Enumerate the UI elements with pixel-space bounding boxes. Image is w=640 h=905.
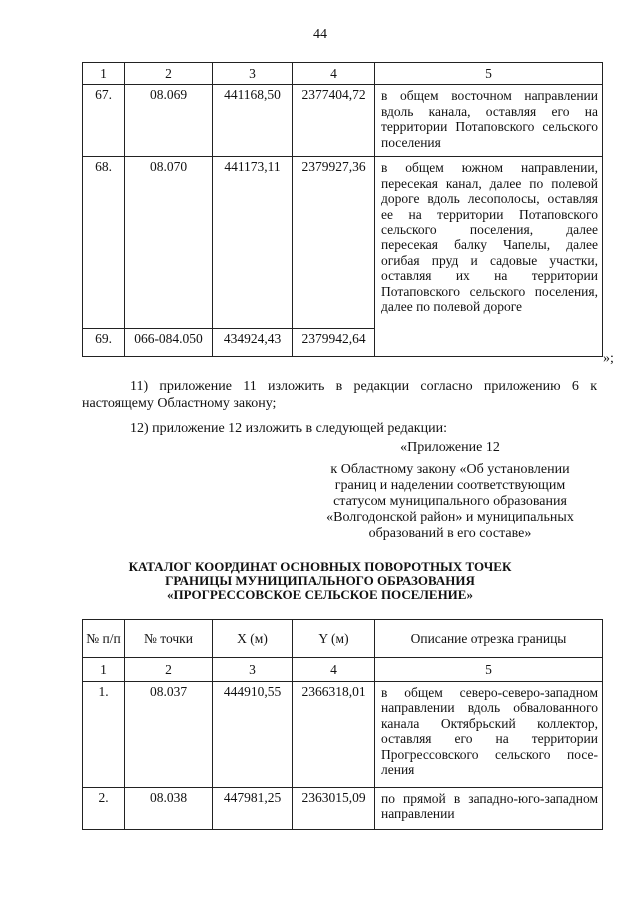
col-index-1: 1 xyxy=(83,658,125,682)
y-coordinate: 2366318,01 xyxy=(293,682,375,788)
row-number: 68. xyxy=(83,157,125,329)
header-description: Описание отрезка границы xyxy=(375,620,603,658)
catalog-title-line: ГРАНИЦЫ МУНИЦИПАЛЬНОГО ОБРАЗОВАНИЯ xyxy=(165,573,475,588)
col-index-4: 4 xyxy=(293,658,375,682)
y-coordinate: 2379942,64 xyxy=(293,329,375,357)
col-index-1: 1 xyxy=(83,63,125,85)
col-index-4: 4 xyxy=(293,63,375,85)
catalog-title-line: «ПРОГРЕССОВСКОЕ СЕЛЬСКОЕ ПОСЕЛЕНИЕ» xyxy=(167,587,473,602)
paragraph-12 xyxy=(130,420,600,437)
table-row xyxy=(83,682,603,788)
point-number: 066-084.050 xyxy=(125,329,213,357)
row-number: 2. xyxy=(83,788,125,830)
table-row xyxy=(83,788,603,830)
point-number: 08.038 xyxy=(125,788,213,830)
header-point-number: № точки xyxy=(125,620,213,658)
point-number: 08.037 xyxy=(125,682,213,788)
paragraph-11-text: 11) приложение 11 изложить в редакции согласно приложению 6 к настоящему Областному закону; xyxy=(82,379,597,411)
header-x: X (м) xyxy=(213,620,293,658)
annex-title: «Приложение 12 xyxy=(400,440,500,455)
x-coordinate: 444910,55 xyxy=(213,682,293,788)
header-row-number: № п/п xyxy=(83,620,125,658)
table-index-row xyxy=(83,658,603,682)
y-coordinate: 2379927,36 xyxy=(293,157,375,329)
y-coordinate: 2377404,72 xyxy=(293,85,375,157)
table-row xyxy=(83,157,603,329)
closing-quote: »; xyxy=(603,351,614,366)
paragraph-12-text: 12) приложение 12 изложить в следующей редакции: xyxy=(130,421,447,436)
coordinates-table-continuation xyxy=(82,62,603,357)
col-index-3: 3 xyxy=(213,658,293,682)
row-number: 67. xyxy=(83,85,125,157)
segment-description: в общем восточном направлении вдоль канала, оставляя его на территории Потаповского сельского поселения xyxy=(375,85,603,157)
y-coordinate: 2363015,09 xyxy=(293,788,375,830)
col-index-2: 2 xyxy=(125,63,213,85)
segment-description: в общем южном направлении, пересекая канал, далее по полевой дороге вдоль лесополосы, оставляя ее на территории Потаповского сельского поселения, далее пересекая балку Чапелы, далее огибая пруд и садовые участки, оставляя их на территории Потаповского сельского поселения, далее по полевой дороге xyxy=(375,157,603,357)
col-index-5: 5 xyxy=(375,658,603,682)
segment-description: в общем северо-северо-западном направлении вдоль обвалованного канала Октябрьский коллектор, оставляя его на территории Прогрессовского сельского поселения xyxy=(375,682,603,788)
col-index-2: 2 xyxy=(125,658,213,682)
annex-line: границ и наделении соответствующим xyxy=(334,478,566,493)
annex-line: «Волгодонской район» и муниципальных xyxy=(326,510,574,525)
row-number: 69. xyxy=(83,329,125,357)
col-index-3: 3 xyxy=(213,63,293,85)
col-index-5: 5 xyxy=(375,63,603,85)
table-row xyxy=(83,85,603,157)
x-coordinate: 447981,25 xyxy=(213,788,293,830)
annex-line: образований в его составе» xyxy=(368,526,532,541)
x-coordinate: 441168,50 xyxy=(213,85,293,157)
coordinates-catalog-table xyxy=(82,619,603,830)
header-y: Y (м) xyxy=(293,620,375,658)
point-number: 08.070 xyxy=(125,157,213,329)
point-number: 08.069 xyxy=(125,85,213,157)
annex-line: к Областному закону «Об установлении xyxy=(330,462,570,477)
table-header-row xyxy=(83,620,603,658)
segment-description: по прямой в западно-юго-западном направлении xyxy=(375,788,603,830)
annex-line: статусом муниципального образования xyxy=(333,494,567,509)
catalog-title-line: КАТАЛОГ КООРДИНАТ ОСНОВНЫХ ПОВОРОТНЫХ ТОЧЕК xyxy=(128,559,512,574)
annex-heading xyxy=(300,440,600,542)
x-coordinate: 441173,11 xyxy=(213,157,293,329)
row-number: 1. xyxy=(83,682,125,788)
page-number: 44 xyxy=(313,27,327,42)
catalog-title xyxy=(100,560,540,602)
x-coordinate: 434924,43 xyxy=(213,329,293,357)
paragraph-11 xyxy=(82,378,597,412)
table-index-row xyxy=(83,63,603,85)
